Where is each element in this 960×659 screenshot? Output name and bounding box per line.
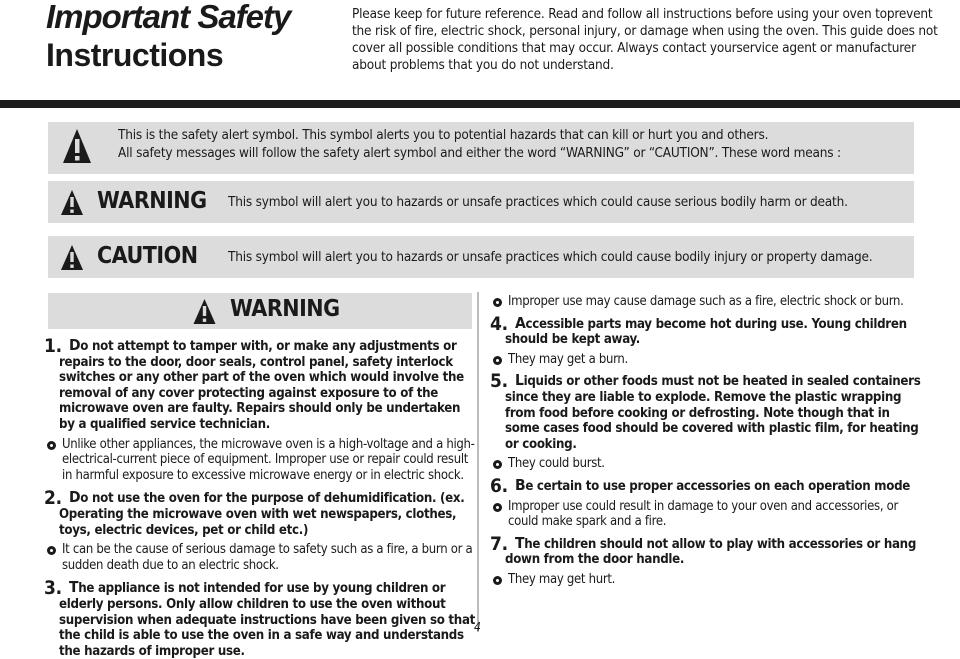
- warning-triangle-icon: [60, 189, 84, 216]
- item-initial: T: [69, 578, 79, 597]
- item-number: 1.: [44, 335, 62, 357]
- instruction-item-2: [44, 487, 476, 538]
- warning-heading-icon: [192, 298, 217, 325]
- alert-line-2: All safety messages will follow the safety alert symbol and either the word “WARNING” or “CAUTION”. These word means :: [118, 145, 841, 161]
- item-initial: D: [69, 336, 81, 354]
- item-initial: D: [69, 488, 81, 507]
- instruction-item-5: [490, 370, 922, 452]
- caution-definition-panel: [48, 236, 914, 278]
- bullet-icon: [47, 441, 56, 450]
- instruction-note-5: [492, 456, 922, 472]
- instruction-item-6: [490, 474, 922, 497]
- instruction-note-2: [46, 542, 476, 573]
- warning-heading-text: WARNING: [230, 296, 340, 322]
- bullet-icon: [493, 460, 502, 469]
- item-text: he appliance is not intended for use by young children or elderly persons. Only allow children to use the oven without supervision when adequate instructions have been given so that the child is able to use the oven in a safe way and understands the hazards of improper use.: [59, 581, 476, 659]
- warning-section-heading: [48, 293, 472, 329]
- note-text: They may get hurt.: [508, 571, 616, 587]
- caution-word: CAUTION: [97, 243, 198, 269]
- warning-word: WARNING: [97, 188, 207, 214]
- caution-triangle-icon: [60, 244, 84, 271]
- instruction-item-1: [44, 335, 476, 433]
- bullet-icon: [493, 298, 502, 307]
- item-number: 7.: [490, 532, 508, 555]
- note-text: Improper use could result in damage to your oven and accessories, or could make spark and a fire.: [508, 498, 899, 530]
- item-text: o not use the oven for the purpose of dehumidification. (ex. Operating the microwave oven with wet newspapers, clothes, toys, electric devices, pet or child etc.): [59, 491, 465, 538]
- header-divider: [0, 100, 960, 108]
- note-text: Unlike other appliances, the microwave oven is a high-voltage and a high-electrical-current piece of equipment. Improper use or repair could result in harmful exposure to excessive microwave energy or in electric shock.: [62, 436, 475, 483]
- bullet-icon: [493, 503, 502, 512]
- safety-alert-panel: [48, 122, 914, 174]
- left-column: [44, 335, 476, 659]
- column-divider: [477, 292, 479, 632]
- alert-line-1: This is the safety alert symbol. This symbol alerts you to potential hazards that can kill or hurt you and others.: [118, 127, 769, 143]
- item-initial: T: [515, 533, 525, 552]
- item-text: e certain to use proper accessories on each operation mode: [525, 478, 911, 494]
- instruction-note-7: [492, 572, 922, 588]
- instruction-note-1: [46, 437, 476, 484]
- item-number: 2.: [44, 487, 62, 510]
- item-number: 4.: [490, 312, 508, 335]
- item-number: 6.: [490, 474, 508, 497]
- instruction-item-3: [44, 577, 476, 659]
- bullet-icon: [493, 576, 502, 585]
- item-initial: B: [515, 475, 526, 494]
- item-initial: A: [515, 313, 526, 332]
- instruction-item-7: [490, 532, 922, 568]
- warning-definition-text: This symbol will alert you to hazards or unsafe practices which could cause serious bodily harm or death.: [228, 194, 848, 210]
- note-text: They may get a burn.: [508, 351, 628, 367]
- page-subtitle: Instructions: [46, 37, 224, 73]
- note-text: Improper use may cause damage such as a fire, electric shock or burn.: [508, 294, 904, 309]
- warning-definition-panel: [48, 181, 914, 223]
- note-text: They could burst.: [508, 456, 605, 472]
- right-column: [492, 294, 922, 588]
- bullet-icon: [493, 356, 502, 365]
- instruction-note-6: [492, 499, 922, 530]
- item-initial: L: [515, 371, 524, 390]
- caution-definition-text: This symbol will alert you to hazards or unsafe practices which could cause bodily injury or property damage.: [228, 249, 873, 265]
- item-text: he children should not allow to play with accessories or hang down from the door handle.: [505, 536, 917, 568]
- intro-text: Please keep for future reference. Read and follow all instructions before using your oven toprevent the risk of fire, electric shock, personal injury, or damage when using the oven. This guide does not cover all possible conditions that may occur. Always contact yourservice agent or manufacturer about problems that you do not understand.: [352, 6, 938, 73]
- page-number: 4: [474, 620, 481, 634]
- item-text: ccessible parts may become hot during use. Young children should be kept away.: [505, 316, 907, 348]
- alert-explanation: [118, 126, 908, 162]
- item-text: o not attempt to tamper with, or make any adjustments or repairs to the door, door seals, control panel, safety interlock switches or any other part of the oven which would involve the removal of any cover protecting against exposure to of the microwave oven are faulty. Repairs should only be undertaken by a qualified service technician.: [59, 339, 464, 432]
- instruction-note-3: [492, 294, 922, 310]
- note-text: It can be the cause of serious damage to safety such as a fire, a burn or a sudden death due to an electric shock.: [62, 542, 473, 573]
- safety-alert-icon: [62, 128, 92, 164]
- item-number: 3.: [44, 577, 62, 600]
- item-text: iquids or other foods must not be heated in sealed containers since they are liable to explode. Remove the plastic wrapping from food before cooking or defrosting. Note though that in some cases food should be covered with plastic film, for heating or cooking.: [505, 374, 921, 452]
- bullet-icon: [47, 546, 56, 555]
- instruction-item-4: [490, 312, 922, 348]
- page-title: Important Safety: [46, 0, 291, 35]
- instruction-note-4: [492, 352, 922, 368]
- item-number: 5.: [490, 370, 508, 393]
